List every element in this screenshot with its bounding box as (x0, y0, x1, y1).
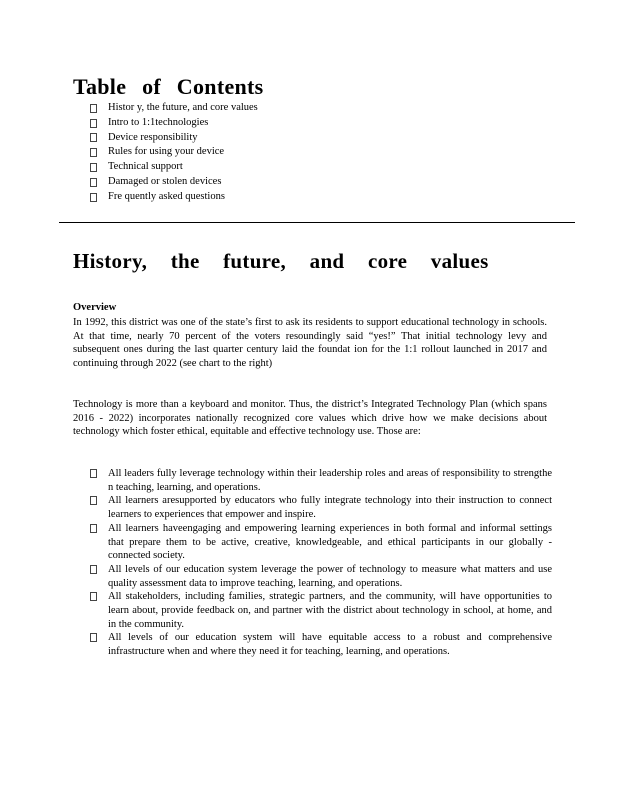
bullet-icon (90, 193, 97, 202)
bullet-icon (90, 133, 97, 142)
core-value-text: All learners haveengaging and empowering learning experiences in both formal and informal settings that prepare them to be active, creative, knowledgeable, and ethical participants in our globally -connected society. (108, 522, 552, 562)
bullet-icon (90, 178, 97, 187)
horizontal-rule (59, 222, 575, 223)
core-value-text: All stakeholders, including families, strategic partners, and the community, will have opportunities to learn about, provide feedback on, and partner with the district about technology in school, at home, and in the community. (108, 591, 552, 630)
core-value-item (90, 467, 552, 494)
bullet-icon (90, 104, 97, 113)
toc-item (90, 101, 258, 116)
toc-item-label: Fre quently asked questions (108, 190, 225, 202)
core-value-item (90, 563, 552, 590)
history-paragraph: In 1992, this district was one of the state’s first to ask its residents to support educational technology in schools. At that time, nearly 70 percent of the voters resoundingly said “yes!” That initial technology levy and subsequent ones during the last quarter century laid the foundat ion for the 1:1 rollout launched in 2017 and continuing through 2022 (see chart to the right) (73, 317, 547, 370)
core-value-item (90, 522, 552, 563)
core-value-item (90, 494, 552, 521)
bullet-icon (90, 469, 97, 478)
toc-item (90, 145, 258, 160)
toc-title: Table of Contents (73, 74, 264, 99)
toc-item (90, 131, 258, 146)
bullet-icon (90, 592, 97, 601)
toc-item (90, 160, 258, 175)
bullet-icon (90, 524, 97, 533)
core-values-list (90, 467, 552, 659)
bullet-icon (90, 163, 97, 172)
overview-heading: Overview (73, 302, 117, 313)
bullet-icon (90, 119, 97, 128)
core-value-text: All leaders fully leverage technology within their leadership roles and areas of responsibility to strengthe n teaching, learning, and operations. (108, 468, 552, 493)
technology-paragraph: Technology is more than a keyboard and monitor. Thus, the district’s Integrated Technology Plan (which spans 2016 - 2022) incorporates nationally recognized core values which drive how we make decisions about technology which foster ethical, equitable and effective technology use. Those are: (73, 399, 547, 438)
bullet-icon (90, 633, 97, 642)
toc-item-label: Damaged or stolen devices (108, 175, 222, 187)
core-value-item (90, 631, 552, 658)
core-value-text: All learners aresupported by educators who fully integrate technology into their instruction to connect learners to experiences that empower and inspire. (108, 495, 552, 521)
toc-list (90, 101, 258, 205)
toc-item-label: Device responsibility (108, 131, 198, 143)
core-value-text: All levels of our education system leverage the power of technology to measure what matters and use quality assessment data to improve teaching, learning, and operations. (108, 563, 552, 589)
bullet-icon (90, 565, 97, 574)
toc-item (90, 175, 258, 190)
section-title: History, the future, and core values (73, 249, 489, 273)
toc-item-label: Histor y, the future, and core values (108, 102, 258, 113)
core-value-item (90, 590, 552, 631)
bullet-icon (90, 148, 97, 157)
toc-item (90, 190, 258, 205)
toc-item-label: Rules for using your device (108, 146, 225, 158)
toc-item (90, 116, 258, 131)
toc-item-label: Technical support (108, 161, 183, 173)
core-value-text: All levels of our education system will have equitable access to a robust and comprehensive infrastructure when and where they need it for teaching, learning, and operations. (108, 632, 552, 658)
bullet-icon (90, 496, 97, 505)
toc-item-label: Intro to 1:1technologies (108, 116, 209, 128)
